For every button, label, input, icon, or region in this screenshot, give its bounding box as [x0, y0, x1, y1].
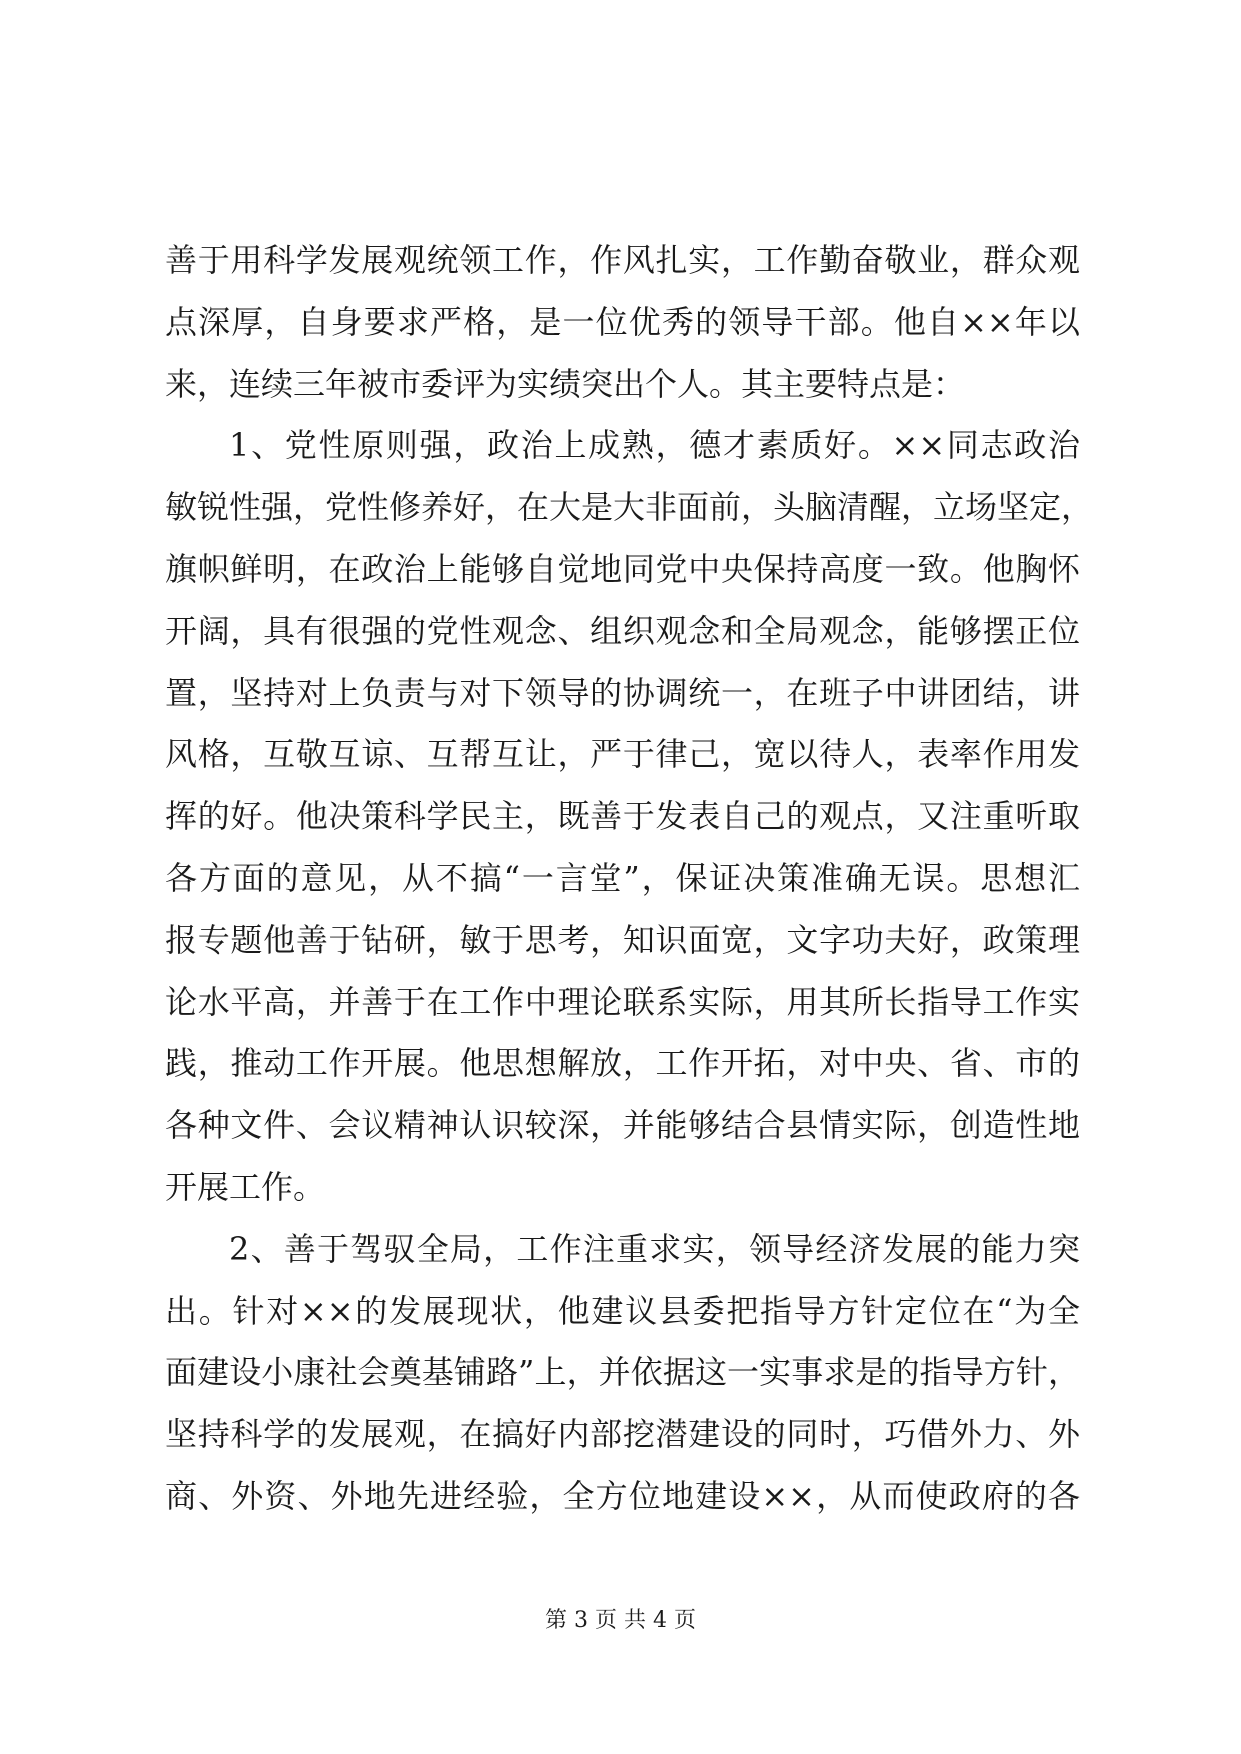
body-text: [165, 230, 1094, 1528]
text-line: 商、外资、外地先进经验，全方位地建设××，从而使政府的各: [165, 1476, 1080, 1515]
text-line: 开展工作。: [165, 1167, 326, 1206]
page-footer: 第 3 页 共 4 页: [545, 1608, 696, 1633]
text-line: 置，坚持对上负责与对下领导的协调统一，在班子中讲团结，讲: [165, 673, 1080, 712]
text-line: 2、善于驾驭全局，工作注重求实，领导经济发展的能力突: [229, 1229, 1080, 1268]
text-line: 风格，互敬互谅、互帮互让，严于律己，宽以待人，表率作用发: [165, 735, 1080, 774]
text-line: 论水平高，并善于在工作中理论联系实际，用其所长指导工作实: [165, 982, 1080, 1021]
text-line: 敏锐性强，党性修养好，在大是大非面前，头脑清醒，立场坚定，: [165, 488, 1094, 527]
text-line: 来，连续三年被市委评为实绩突出个人。其主要特点是：: [165, 364, 966, 403]
text-line: 坚持科学的发展观，在搞好内部挖潜建设的同时，巧借外力、外: [165, 1415, 1080, 1454]
text-line: 各方面的意见，从不搞“一言堂”，保证决策准确无误。思想汇: [165, 858, 1080, 897]
text-line: 1、党性原则强，政治上成熟，德才素质好。××同志政治: [229, 426, 1080, 465]
text-line: 践，推动工作开展。他思想解放，工作开拓，对中央、省、市的: [165, 1044, 1080, 1083]
text-line: 旗帜鲜明，在政治上能够自觉地同党中央保持高度一致。他胸怀: [165, 549, 1080, 588]
text-line: 出。针对××的发展现状，他建议县委把指导方针定位在“为全: [165, 1291, 1080, 1330]
text-line: 报专题他善于钻研，敏于思考，知识面宽，文字功夫好，政策理: [165, 920, 1080, 959]
text-line: 挥的好。他决策科学民主，既善于发表自己的观点，又注重听取: [165, 797, 1080, 836]
text-line: 善于用科学发展观统领工作，作风扎实，工作勤奋敬业，群众观: [165, 241, 1080, 279]
text-line: 开阔，具有很强的党性观念、组织观念和全局观念，能够摆正位: [165, 611, 1080, 650]
text-line: 点深厚，自身要求严格，是一位优秀的领导干部。他自××年以: [165, 302, 1080, 341]
text-line: 面建设小康社会奠基铺路”上，并依据这一实事求是的指导方针，: [165, 1353, 1080, 1392]
text-line: 各种文件、会议精神认识较深，并能够结合县情实际，创造性地: [165, 1106, 1080, 1145]
